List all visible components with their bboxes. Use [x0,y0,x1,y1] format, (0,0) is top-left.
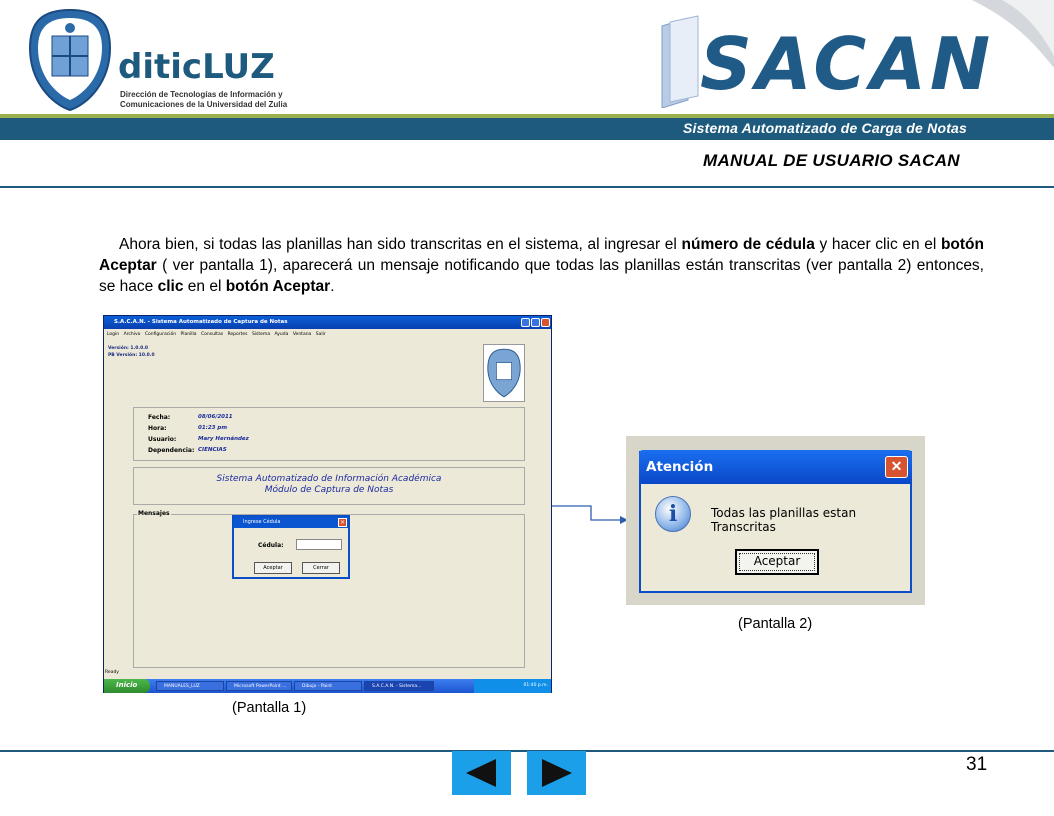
s1-value-dependencia: CIENCIAS [198,447,227,453]
s1-task-item[interactable]: S.A.C.A.N. - Sistema... [364,681,434,691]
s1-version-info [108,345,155,359]
s1-start-button[interactable]: Inicio [104,679,150,693]
s1-task-item[interactable]: Dibujo - Paint [294,681,362,691]
s1-seal-icon [483,344,525,402]
next-page-button[interactable] [527,751,586,795]
screenshot-pantalla-2 [626,436,925,605]
s1-info-values [198,412,249,456]
manual-title: MANUAL DE USUARIO SACAN [703,151,960,170]
header-band-text: Sistema Automatizado de Carga de Notas [683,120,968,136]
s1-label-usuario: Usuario: [148,436,177,443]
s1-title-bar: S.A.C.A.N. - Sistema Automatizado de Captura de Notas [104,316,551,329]
page-number: 31 [966,754,988,775]
s1-aceptar-button[interactable]: Aceptar [254,562,292,574]
s1-clock: 01:40 p.m. [474,679,551,693]
s1-label-fecha: Fecha: [148,414,171,421]
s1-value-hora: 01:23 pm [198,425,228,431]
ditic-logo-word: ditic [118,47,203,87]
s2-attention-dialog [639,451,912,593]
s1-status-text: Ready [105,670,119,675]
ditic-logo-luz: LUZ [202,47,275,87]
s2-dialog-title: Atención [639,450,912,484]
s1-messages-label: Mensajes [138,510,170,517]
para-text-5: . [330,278,335,295]
s1-cerrar-button[interactable]: Cerrar [302,562,340,574]
s2-aceptar-button[interactable]: Aceptar [735,549,819,575]
s1-dialog-title: Ingrese Cédula [234,517,348,528]
s1-cedula-label: Cédula: [258,542,284,549]
caption-pantalla-1: (Pantalla 1) [232,700,307,716]
para-text-4: en el [183,278,226,295]
para-text-3: ( ver pantalla 1), aparecerá un mensaje notificando que todas las planillas están transcritas (ver pantalla 2) entonces, se hace [99,257,984,295]
s2-dialog-message: Todas las planillas estan Transcritas [711,506,857,534]
close-icon[interactable]: ✕ [885,456,908,478]
s1-label-hora: Hora: [148,425,167,432]
ditic-subtitle-line2: Comunicaciones de la Universidad del Zulia [120,100,288,109]
para-text-1: Ahora bien, si todas las planillas han sido transcritas en el sistema, al ingresar el [119,236,682,253]
s1-value-usuario: Mary Hernández [198,436,249,442]
screenshot-pantalla-1 [103,315,552,693]
para-bold-2: botón Aceptar [99,236,984,274]
prev-page-button[interactable] [452,751,511,795]
s1-cedula-dialog [232,515,350,579]
s1-cedula-input[interactable] [296,539,342,550]
s1-pb-version: PB Versión: 10.0.0 [108,353,155,358]
s1-taskbar [104,679,551,693]
connector-arrow-icon [552,500,632,530]
s1-version: Versión: 1.0.0.0 [108,346,149,351]
para-bold-3: clic [157,278,184,295]
s1-system-name-box [133,467,525,505]
info-icon: i [655,496,691,532]
para-bold-4: botón Aceptar [225,278,331,295]
s1-user-info-box [133,407,525,461]
s1-system-line1: Sistema Automatizado de Información Académica [216,474,442,484]
caption-pantalla-2: (Pantalla 2) [738,616,813,632]
para-bold-1: número de cédula [681,236,815,253]
body-paragraph [99,234,984,297]
ditic-subtitle-line1: Dirección de Tecnologías de Información y [120,90,283,99]
header-divider [0,186,1054,188]
s1-minimize-button[interactable] [521,318,530,327]
sacan-logo: SACAN [700,22,995,106]
s1-task-item[interactable]: Microsoft PowerPoint ... [226,681,292,691]
university-seal-icon [28,8,112,112]
s1-dialog-close-icon[interactable]: × [339,519,346,526]
s1-value-fecha: 08/06/2011 [198,414,233,420]
s1-task-item[interactable]: MANUALES_LUZ [156,681,224,691]
prev-arrow-icon [452,751,511,795]
s1-maximize-button[interactable] [531,318,540,327]
page-curl-icon [972,0,1054,68]
next-arrow-icon [527,751,586,795]
s1-menu-bar[interactable]: Login Archivo Configuración Planilla Consultas Reportes Sistema Ayuda Ventana Salir [107,332,326,337]
para-text-2: y hacer clic en el [814,236,941,253]
s1-close-button[interactable] [541,318,550,327]
s1-label-dependencia: Dependencia: [148,447,195,454]
s1-info-labels [148,412,194,456]
s1-system-line2: Módulo de Captura de Notas [264,485,394,495]
ditic-logo [118,47,275,87]
